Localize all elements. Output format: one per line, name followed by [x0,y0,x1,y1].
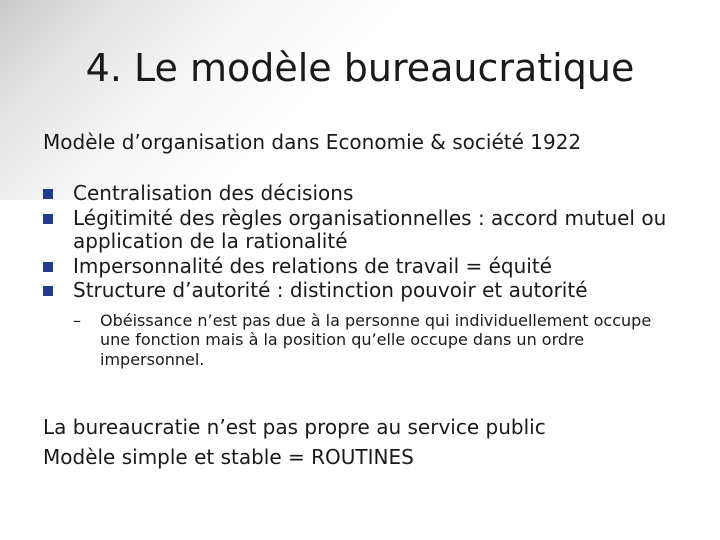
bullet-text: Centralisation des décisions [73,181,354,205]
square-bullet-icon [43,286,53,296]
footer-line: La bureaucratie n’est pas propre au service public [43,415,546,439]
bullet-item [43,182,703,206]
slide-title: 4. Le modèle bureaucratique [85,46,635,90]
bullet-list [43,182,703,369]
square-bullet-icon [43,214,53,224]
bullet-text: Légitimité des règles organisationnelles : accord mutuel ou application de la rationalité [73,205,667,253]
bullet-item [43,255,703,279]
bullet-item [43,279,703,303]
sub-bullet-item [73,310,670,370]
square-bullet-icon [43,189,53,199]
dash-bullet-icon: – [73,310,81,330]
footer-line: Modèle simple et stable = ROUTINES [43,445,414,469]
square-bullet-icon [43,262,53,272]
bullet-text: Impersonnalité des relations de travail = équité [73,253,552,278]
slide-subtitle: Modèle d’organisation dans Economie & société 1922 [43,130,582,154]
bullet-text: Structure d’autorité : distinction pouvoir et autorité [73,278,588,302]
footer-notes [43,412,546,472]
bullet-item [43,207,703,254]
sub-bullet-text: Obéissance n’est pas due à la personne qui individuellement occupe une fonction mais à la position qu’elle occupe dans un ordre impersonnel. [100,310,652,369]
background-corner-gradient [0,0,720,200]
